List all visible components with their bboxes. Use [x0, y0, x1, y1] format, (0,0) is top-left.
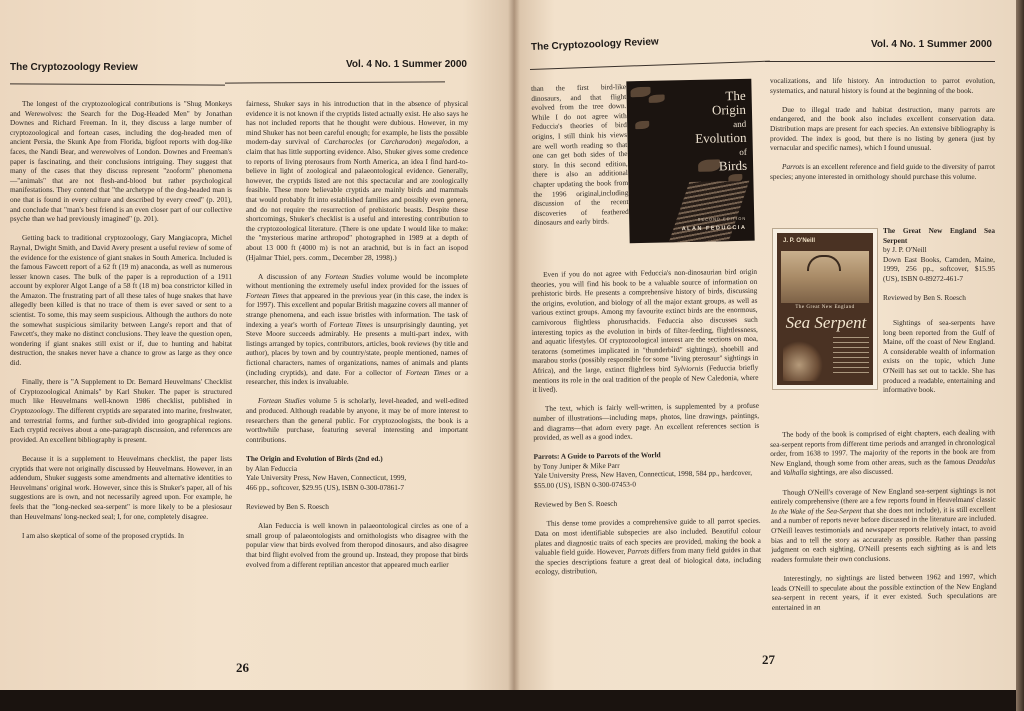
right-column-2-lower [770, 318, 995, 404]
running-header-issue-left: Vol. 4 No. 1 Summer 2000 [346, 59, 467, 70]
paragraph: Due to illegal trade and habitat destruction, many parrots are endangered, and the book also includes excellent conservation data. Distribution maps are present for each species. An extensive bibliography is provided. The index is good, but there is no listing by genera (just by vernacular and specific names), which I found unusual. [770, 104, 995, 153]
paragraph: Getting back to traditional cryptozoology, Gary Mangiacopra, Michel Raynal, Dwight Smith, and David Avery present a useful review of some of the evidence for the existence of giant snakes in South America. Included is the famous Fawcett report of a 62 ft (19 m) anaconda, as well as numerous lesser known cases. The bulk of the paper is a reproduction of a 1911 account by explorer Algot Lange of a 58 ft (18 m) boa constrictor killed in the Amazon. The frustrating part of all these tales of huge snakes that have allegedly been killed is that no trace of them is ever saved or sent to a scientist. To some, this may seem suspicious. Although the authors do note the somewhat suspicious similarity between Lange's report and that of Fawcett's, they make no distinct conclusions. They leave the question open, wondering if giant snakes still exist or if, due to hunting and habitat destruction, the snakes never have a chance to grow as large as they once did. [10, 233, 232, 368]
reviewer: Reviewed by Ben S. Roesch [534, 499, 618, 510]
book-author: by J. P. O'Neill [883, 245, 927, 255]
cover-subtitle: The Great New England [795, 305, 855, 310]
running-header-title-right: The Cryptozoology Review [530, 36, 659, 53]
book-title: Parrots: A Guide to Parrots of the World [533, 450, 661, 462]
page-number-left: 26 [236, 660, 249, 675]
right-column-1-wrap [531, 82, 629, 237]
paragraph: A discussion of any Fortean Studies volume would be incomplete without mentioning the extremely useful index provided for the issues of Fortean Times that appeared in the previous year (in this case, the index is for 1997). This excellent and popular British magazine covers all manner of strange phenomena, and each issue bristles with information. The task of indexing a year's worth of Fortean Times is unsurprisingly daunting, yet Steve Moore succeeds admirably. He presents a multi-part index, with listings arranged by topics, contributors, articles, book reviews (by title and author), places by town and by country/state, people mentioned, names of fictional characters, names of organizations, names of animals and plants (including cryptids), and date. For a collector of Fortean Times or a researcher, this index is invaluable. [246, 271, 469, 387]
paragraph: Even if you do not agree with Feduccia's non-dinosaurian bird origin theories, you will find his book to be a valuable source of information on prehistoric birds. He presents a comprehensive history of birds, discussing the origins, evolution, and biology of all the major extant groups, as well as various extinct groups. Among my favourite extinct birds are the enormous, carnivorous flightless phorusrhacids. Feduccia also discusses such interesting topics as the evolution in birds of filter-feeding, flightlessness, and aquatic lifestyles. Of cryptozoological interest are the sections on moa, teratorns (sometimes implicated in "thunderbird" sightings), shoebill and marabou storks (possibly responsible for some "living pterosaur" sightings in Africa), and the large, extinct flightless bird Sylviornis (Feduccia briefly mentions its role in the oral tradition of the people of New Caledonia, where it lived). [531, 266, 759, 395]
running-header-title-left: The Cryptozoology Review [10, 62, 138, 73]
paragraph: Fortean Studies volume 5 is scholarly, level-headed, and well-edited and produced. Although readable by anyone, it may be of more interest to researchers than the general public. For cryptozoologists, the book is a worthwhile purchase, featuring several interesting and important contributions. [246, 396, 468, 444]
background-table [0, 690, 1024, 711]
header-rule-right-2 [765, 61, 995, 62]
right-column-2-beside-cover [883, 226, 995, 312]
paragraph: Because it is a supplement to Heuvelmans checklist, the paper lists cryptids that were not originally discussed by Heuvelmans. However, in an addendum, Shuker suggests some amendments and alternative identities to Heuvelmans' original work. However, since this is Shuker's paper, all of his suggestions are is own, and not necessarily agreed upon. For example, he feels that the "long-necked sea-serpent" is more likely to be a plesiosaur than Heuvelmans' long-necked seal; I, for one, completely disagree. [10, 453, 232, 521]
book-author: by Tony Juniper & Mike Parr [533, 460, 620, 471]
paragraph: The body of the book is comprised of eight chapters, each dealing with sea-serpent reports from different time periods and arranged in chronological order, from 1638 to 1997. The majority of the reports in the book are from New England, though some from other areas, such as the famous Deadalus and Valhalla sightings, are also discussed. [770, 427, 996, 478]
cover-edition: SECOND EDITION [697, 215, 747, 222]
reviewer: Reviewed by Ben S. Roesch [883, 293, 966, 303]
paragraph: fairness, Shuker says in his introduction that in the absence of physical evidence it is not known if the cryptids listed actually exist. He also says he has not included reports that he thought were dubious. However, in my mind Shuker has not been careful enough; for example, he lists the possible modern-day survival of Carcharocles (or Carcharodon) megalodon, a claim that has little supporting evidence. Also, Shuker gives some credence to reports of living pterosaurs from North America, an idea I find hard-to-believe in light of zoological and palaeontological evidence. Generally, however, the cryptids listed are not this spectacular and are zoologically feasible. These more believable cryptids are mainly birds and mammals that would probably fit into established families and possibly even genera, and do not require the resurrection of prehistoric beasts. Despite these shortcomings, Shuker's checklist is a useful and interesting contribution to the cryptozoological literature. (There is one update I would like to make: the "mysterious marine arthropod" photographed in 1989 at a depth of about 13 000 ft (4000 m) is not an arachnid, but is in fact an isopod (Hjalmar Thiel, pers. comm., December 28, 1998).) [246, 99, 469, 262]
paragraph: Sightings of sea-serpents have long been reported from the Gulf of Maine, off the coast of New England. A considerable wealth of information exists on the topic, which June O'Neill has set out to tackle. She has produced a readable, entertaining and informative book. [883, 318, 995, 395]
left-column-2 [246, 99, 468, 579]
right-column-2-bottom [770, 428, 997, 622]
book-citation [883, 226, 995, 284]
book-cover-origin-evolution-birds [626, 79, 754, 244]
cover-author: J. P. O'Neill [783, 238, 815, 244]
page-number-right: 27 [762, 652, 775, 667]
book-title: The Origin and Evolution of Birds (2nd ed.) [246, 453, 383, 463]
book-citation [246, 454, 468, 492]
paragraph: The text, which is fairly well-written, is supplemented by a profuse number of illustrations—including maps, photos, line drawings, paintings, and diagrams—that adorn every page. An excellent references section is provided, as well as a good index. [533, 401, 760, 443]
cover-author: ALAN FEDUCCIA [681, 224, 747, 233]
paragraph: Interestingly, no sightings are listed between 1962 and 1997, which leads O'Neill to speculate about the possible extinction of the New England sea-serpent in recent years, if it ever existed. Such speculations are entertained in an [771, 571, 997, 612]
paragraph: I am also skeptical of some of the proposed cryptids. In [22, 530, 184, 540]
paragraph: Though O'Neill's coverage of New England sea-serpent sightings is not entirely comprehensive (there are a few reports found in Heuvelmans' classic In the Wake of the Sea-Serpent that she does not include), it is still excellent and a number of reports never before discussed in the literature are included. O'Neill leaves testimonials and newspaper reports relatively intact, to avoid bias and to tell the story as accurately as possible. Rather than passing judgment on each sighting, O'Neill presents each sighting as is and lets readers formulate their own conclusions. [770, 485, 997, 564]
cover-title: Sea Serpent [785, 313, 867, 332]
paragraph: Finally, there is "A Supplement to Dr. Bernard Heuvelmans' Checklist of Cryptozoological Animals" by Karl Shuker. The paper is structured much like Heuvelmans well-known 1986 checklist, published in Cryptozoology. The different cryptids are separated into marine, freshwater, and terrestrial forms, and further sub-divided into geographical regions. Each cryptid receives about a one-paragraph discussion, and references are provided. An excellent bibliography is present. [10, 377, 232, 444]
reviewer: Reviewed by Ben S. Roesch [246, 501, 329, 511]
book-details: Down East Books, Camden, Maine, 1999, 256 pp., softcover, $15.95 (US), ISBN 0-89272-461-7 [883, 254, 995, 283]
paragraph: vocalizations, and life history. An introduction to parrot evolution, systematics, and natural history is found at the beginning of the book. [770, 76, 995, 95]
book-spine [508, 0, 520, 700]
paragraph: than the first bird-like dinosaurs, and that flight evolved from the tree down. While I do not agree with Feduccia's theories of bird origins, I still think his views are well worth reading so that one can get both sides of the story. In this second edition, there is also an additional chapter updating the book from the 1996 original,including discussion of the recent discoveries of feathered dinosaurs and early birds. [531, 82, 629, 228]
running-header-issue-right: Vol. 4 No. 1 Summer 2000 [871, 39, 992, 50]
paragraph: This dense tome provides a comprehensive guide to all parrot species. Data on most identifiable subspecies are also included. Beautiful colour plates and diagnostic traits of each species are provided, making the book a valuable field guide. However, Parrots differs from many field guides in that the species descriptions feature a great deal of biological data, including ecology, distribution, [534, 516, 762, 577]
book-details: Yale University Press, New Haven, Connecticut, 1998, 584 pp., hardcover, $55.00 (US), ISBN 0-300-07453-0 [533, 468, 753, 491]
book-details: 466 pp., softcover, $29.95 (US), ISBN 0-300-07861-7 [246, 482, 404, 492]
book-author: by Alan Feduccia [246, 463, 298, 473]
right-column-2 [770, 76, 995, 191]
paragraph: Alan Feduccia is well known in palaeontological circles as one of a small group of palaeontologists and ornithologists who disagree with the popular view that birds evolved from theropod dinosaurs, and also disagree that bird flight evolved from the ground up. Instead, they propose that birds evolved from a different reptilian ancestor that appeared much earlier [246, 521, 468, 569]
left-column-1 [10, 99, 232, 550]
paragraph: Parrots is an excellent reference and field guide to the diversity of parrot species; anyone interested in ornithology should purchase this volume. [770, 162, 995, 181]
book-publisher: Yale University Press, New Haven, Connecticut, 1999, [246, 473, 407, 483]
right-column-1 [531, 267, 761, 587]
book-title: The Great New England Sea Serpent [883, 226, 995, 245]
cover-title: The Origin and Evolution of Birds [695, 87, 748, 174]
paragraph: The longest of the cryptozoological contributions is "Shug Monkeys and Werewolves: the Search for the Dog-Headed Men" by Jonathan Downes and Richard Freeman. In it, they discuss a large number of cryptozoological and fortean cases, including the dog-headed men of ancient Persia, the Skunk Ape from Florida, bigfoot reports with dog-like faces, the Nandi Bear, and werewolves of London. Downes and Freeman's paper is fascinating, and their conclusions intriguing. They suggest that many of the cases that they discuss represent "zooform" phenomena—"animals" that are not flesh-and-blood but rather psychological manifestations. They contend that "the archetype of the dog-headed man is one that is found in every culture and described by every creed" (p. 201), and conclude that "man's best friend is an even closer part of our collective psyche than we had previously imagined" (p. 201). [10, 99, 232, 224]
page-edge [1016, 0, 1024, 711]
book-citation [534, 449, 761, 491]
